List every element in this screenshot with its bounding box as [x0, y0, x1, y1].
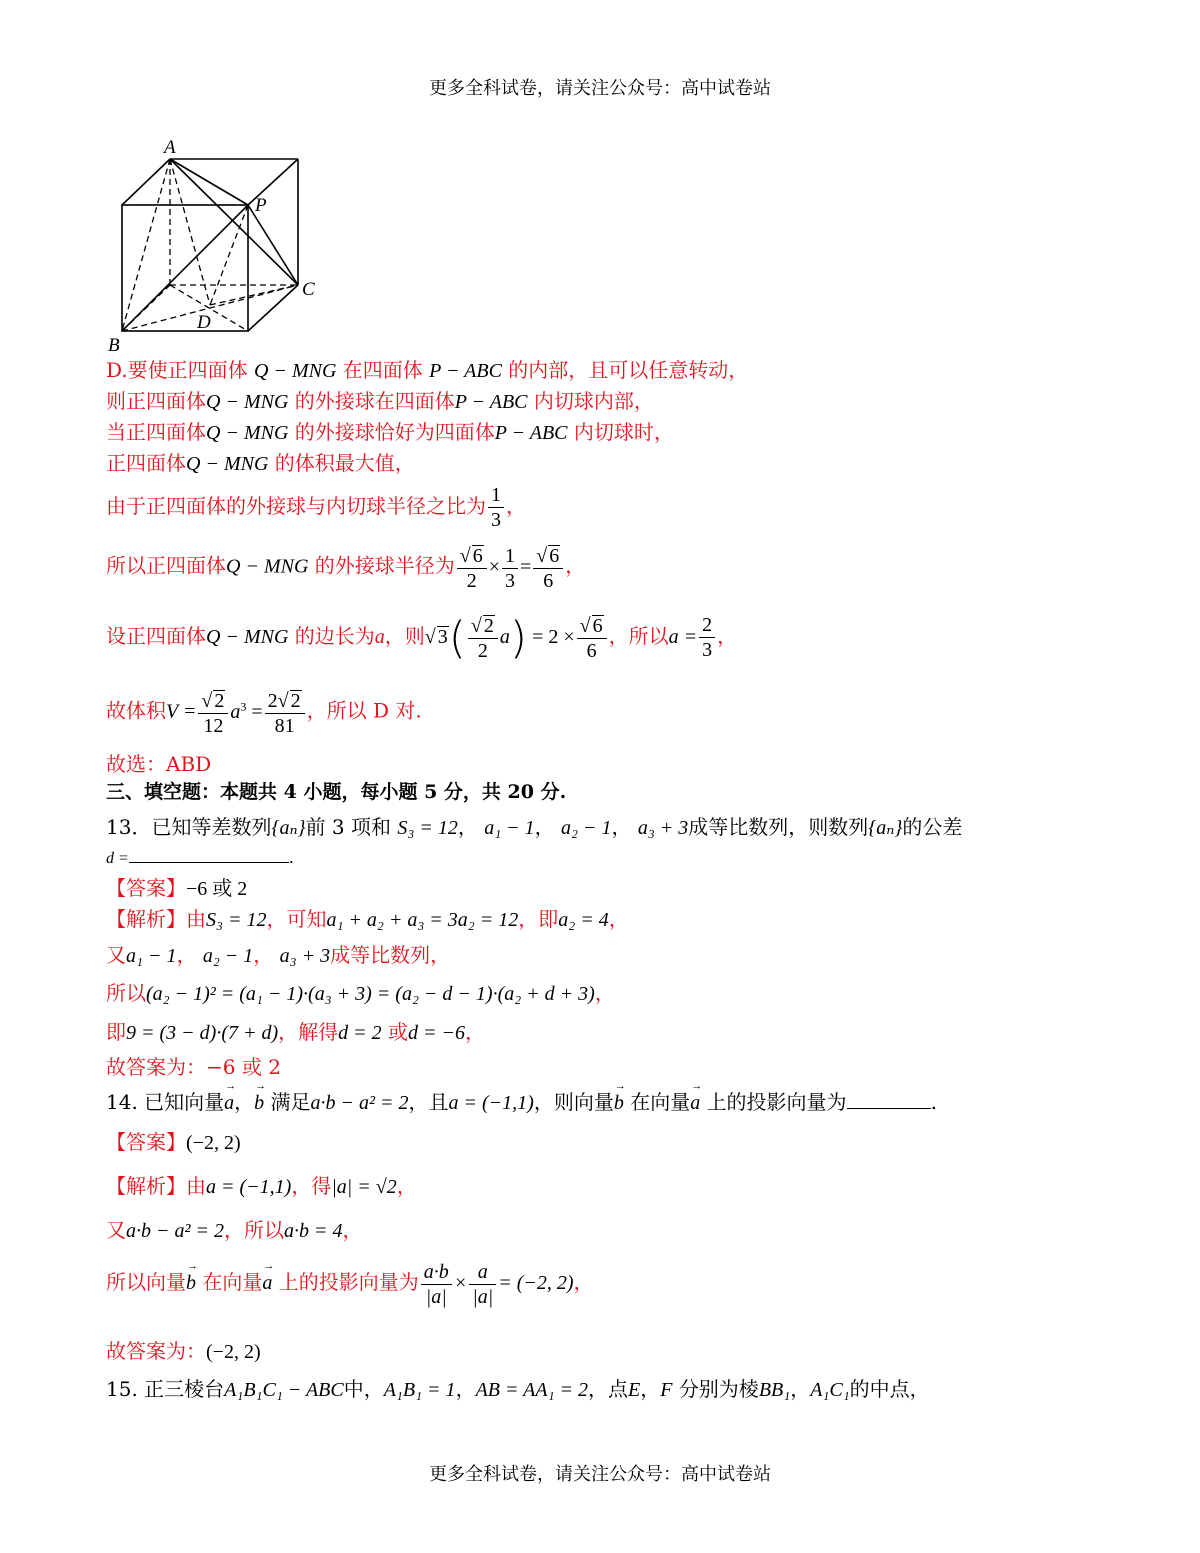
q14-solution-line1: 【解析】由a = (−1,1)，得|a| = √2，	[106, 1174, 417, 1198]
solution-d-choice: 故选：ABD	[106, 752, 212, 776]
cube-tetrahedron-figure	[100, 135, 330, 355]
label-p: P	[255, 195, 267, 216]
q13-solution-line4: 即9 = (3 − d)·(7 + d)，解得d = 2 或d = −6，	[106, 1020, 485, 1044]
label-b: B	[108, 335, 120, 355]
label-d: D	[197, 312, 211, 333]
q13-solution-line3: 所以(a₂ − 1)² = (a₁ − 1)·(a₃ + 3) = (a₂ − d − 1)·(a₂ + d + 3)，	[106, 981, 615, 1005]
q15-question: 15. 正三棱台A₁B₁C₁ − ABC中，A₁B₁ = 1，AB = AA₁ = 2，点E，F 分别为棱BB₁，A₁C₁的中点，	[106, 1377, 930, 1401]
q13-solution-line2: 又a₁ − 1， a₂ − 1， a₃ + 3成等比数列，	[106, 943, 451, 967]
solution-d-line7: 设正四面体Q − MNG 的边长为a，则√ 3( $\frac{√ 2}{2}$ a) = 2 × $\frac{√ 6}{6}$ ，所以a = $\frac{2}{3}$ ，	[106, 612, 738, 664]
solution-d-line4: 正四面体Q − MNG 的体积最大值，	[106, 451, 415, 475]
q14-answer: 【答案】(−2, 2)	[106, 1130, 241, 1154]
label-c: C	[302, 279, 315, 300]
q13-blank-line: d = .	[106, 848, 294, 867]
label-a: A	[164, 137, 176, 158]
solution-d-line2: 则正四面体Q − MNG 的外接球在四面体P − ABC 内切球内部，	[106, 389, 654, 413]
page-footer: 更多全科试卷，请关注公众号：高中试卷站	[429, 1464, 771, 1485]
q14-solution-line2: 又a·b − a² = 2，所以a·b = 4，	[106, 1218, 363, 1242]
q13-solution-line1: 【解析】由S₃ = 12，可知a₁ + a₂ + a₃ = 3a₂ = 12，即a₂ = 4，	[106, 907, 629, 931]
solution-d-line5: 由于正四面体的外接球与内切球半径之比为 $\frac{1}{3}$ ，	[106, 484, 526, 531]
q13-answer: 【答案】−6 或 2	[106, 876, 248, 900]
q14-question: 14. 已知向量→ a，→ b 满足a·b − a² = 2，且a = (−1,1)，则向量→ b 在向量→ a 上的投影向量为 .	[106, 1092, 937, 1113]
page-header: 更多全科试卷，请关注公众号：高中试卷站	[429, 78, 771, 99]
q13-question: 13．已知等差数列{aₙ}前 3 项和 S₃ = 12， a₁ − 1， a₂ − 1， a₃ + 3成等比数列，则数列{aₙ}的公差	[106, 815, 963, 839]
q13-final-answer: 故答案为：−6 或 2	[106, 1055, 281, 1079]
q14-solution-line3: 所以向量→ b 在向量→ a 上的投影向量为 $\frac{a\cdot b}{|a|}$ × $\frac{a}{|a|}$ = (−2, 2)，	[106, 1262, 594, 1307]
solution-d-line6: 所以正四面体Q − MNG 的外接球半径为 $\frac{√ 6}{2}$ × $\frac{1}{3}$ = $\frac{√ 6}{6}$ ，	[106, 544, 586, 592]
solution-d-line3: 当正四面体Q − MNG 的外接球恰好为四面体P − ABC 内切球时，	[106, 420, 674, 444]
section-3-title: 三、填空题：本题共 4 小题，每小题 5 分，共 20 分.	[106, 781, 567, 803]
q14-final-answer: 故答案为：(−2, 2)	[106, 1339, 261, 1363]
solution-d-line1: D.要使正四面体 Q − MNG 在四面体 P − ABC 的内部，且可以任意转动，	[106, 358, 749, 382]
solution-d-line8: 故体积V = $\frac{√ 2}{12}$ $a^3$ = $\frac{2√ 2}{81}$ ，所以 D 对.	[106, 690, 422, 737]
